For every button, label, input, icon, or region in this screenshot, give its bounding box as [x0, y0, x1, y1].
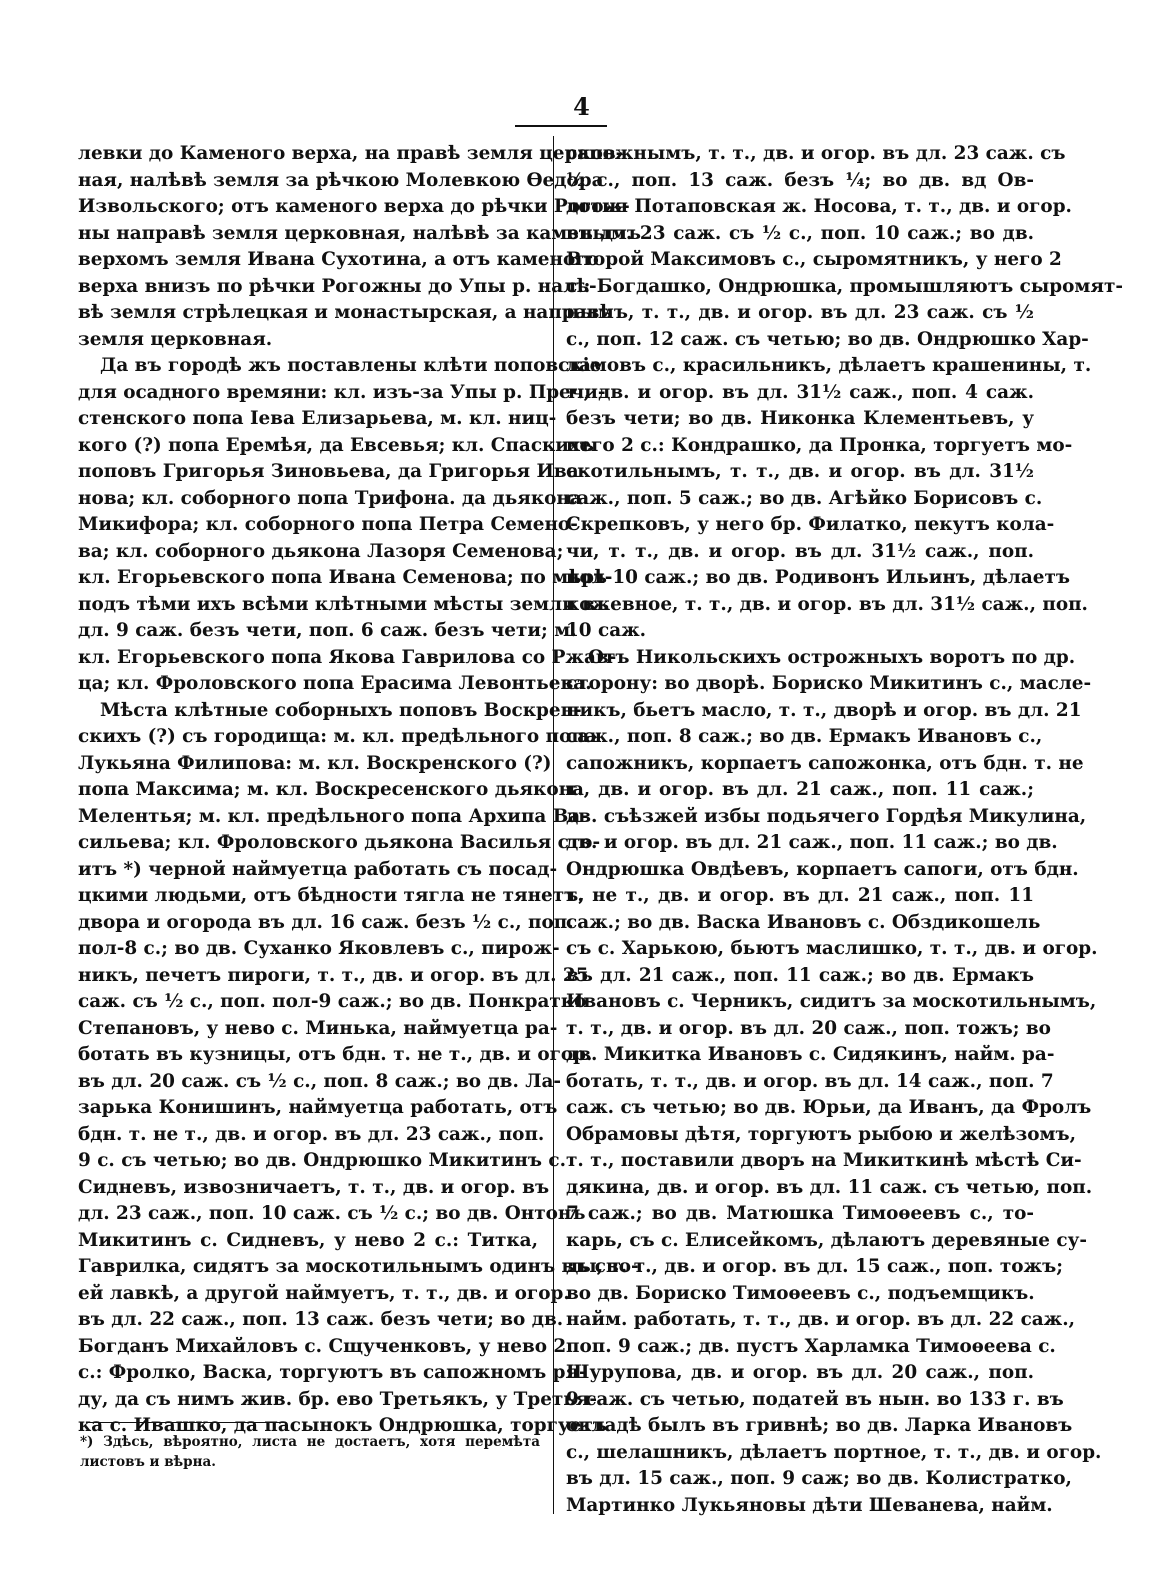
left-column — [78, 141, 641, 1440]
text-line: въ дл. 15 саж., поп. 9 саж; во дв. Колистратко, — [566, 1468, 1072, 1489]
text-line: ½ с., поп. 13 саж. безъ ¼; во дв. вд Ов- — [566, 169, 1034, 191]
text-line: ка с. Ивашко, да пасынокъ Ондрюшка, торгуетъ — [78, 1415, 607, 1436]
text-line: Сидневъ, извозничаетъ, т. т., дв. и огор. въ — [78, 1176, 550, 1198]
text-line: безъ чети; во дв. Никонка Клементьевъ, у — [566, 408, 1034, 429]
text-line: сапожнымъ, т. т., дв. и огор. въ дл. 23 саж. съ — [566, 143, 1066, 164]
text-line: ны направѣ земля церковная, налѣвѣ за каменымъ — [78, 222, 641, 244]
text-line: чи, т. т., дв. и огор. въ дл. 31½ саж., поп. — [566, 540, 1034, 562]
text-line: сторону: во дворѣ. Бориско Микитинъ с., масле- — [566, 673, 1092, 694]
text-line: Ивановъ с. Черникъ, сидитъ за москотильнымъ, — [566, 991, 1097, 1012]
text-line: бдн. т. не т., дв. и огор. въ дл. 23 саж., поп. — [78, 1123, 545, 1145]
text-line: верхомъ земля Ивана Сухотина, а отъ каменого — [78, 249, 599, 270]
text-line: с., шелашникъ, дѣлаетъ портное, т. т., дв. и огор. — [566, 1441, 1102, 1463]
text-line: земля церковная. — [78, 328, 273, 350]
text-line: въ дл. 20 саж. съ ½ с., поп. 8 саж.; во дв. Ла- — [78, 1070, 562, 1092]
text-line: кл. Егорьевского попа Ивана Семенова; по мѣрѣ — [78, 567, 607, 588]
footnote-rule — [86, 1422, 286, 1423]
text-line: дякина, дв. и огор. въ дл. 11 саж. съ четью, поп. — [566, 1176, 1093, 1198]
text-line: Скрепковъ, у него бр. Филатко, пекутъ кола- — [566, 514, 1055, 535]
text-line: для осадного времяни: кл. изъ-за Упы р. Пречи- — [78, 381, 606, 403]
page-number: 4 — [573, 92, 590, 121]
text-line: дотья Потаповская ж. Носова, т. т., дв. и огор. — [566, 196, 1072, 217]
text-line: Богданъ Михайловъ с. Сщученковъ, у нево 2 — [78, 1335, 567, 1357]
text-line: т., дв. и огор. въ дл. 31½ саж., поп. 4 саж. — [566, 381, 1034, 403]
text-line: Лукьяна Филипова: м. кл. Воскренского (?) — [78, 752, 552, 774]
text-line: саж.; во дв. Васка Ивановъ с. Обздикошель — [566, 911, 1041, 933]
text-line: кого (?) попа Еремѣя, да Евсевья; кл. Спаскихъ — [78, 434, 595, 456]
text-line: сапожникъ, корпаетъ сапожонка, отъ бдн. т. не — [566, 752, 1084, 774]
text-line: Да въ городѣ жъ поставлены клѣти поповскiе — [100, 355, 602, 376]
text-line: саж. съ ½ с., поп. пол-9 саж.; во дв. Понкратко — [78, 991, 587, 1012]
text-line: двора и огорода въ дл. 16 саж. безъ ½ с., поп. — [78, 911, 574, 933]
text-line: Мелентья; м. кл. предѣльного попа Архипа Ва- — [78, 805, 588, 827]
text-line: пол-8 с.; во дв. Суханко Яковлевъ с., пирож- — [78, 938, 560, 959]
text-line: ду, да съ нимъ жив. бр. ево Третьякъ, у Третья- — [78, 1388, 597, 1410]
text-line: дв. Микитка Ивановъ с. Сидякинъ, найм. ра- — [566, 1044, 1055, 1065]
text-line: ца; кл. Фроловского попа Ерасима Левонтьева. — [78, 673, 592, 694]
text-line: сильева; кл. Фроловского дьякона Василья сто- — [78, 832, 601, 853]
text-line: попа Максима; м. кл. Воскресенского дьякона — [78, 779, 584, 800]
column-divider — [553, 136, 554, 1514]
text-line: 9 саж. съ четью, податей въ нын. во 133 г. въ — [566, 1388, 1064, 1410]
text-line: Второй Максимовъ с., сыромятникъ, у него 2 — [566, 249, 1062, 270]
text-line: Степановъ, у нево с. Минька, наймуетца ра- — [78, 1017, 558, 1039]
text-line: Извольского; отъ каменого верха до рѣчки Рогож- — [78, 196, 630, 217]
text-line: поп. 9 саж.; дв. пустъ Харламка Тимоѳеева с. — [566, 1335, 1056, 1357]
text-line: нымъ, т. т., дв. и огор. въ дл. 23 саж. съ ½ — [566, 302, 1034, 323]
text-line: Ондрюшка Овдѣевъ, корпаетъ сапоги, отъ бдн. — [566, 858, 1079, 880]
text-line: левки до Каменого верха, на правѣ земля церков- — [78, 143, 624, 164]
text-line: дл. 9 саж. безъ чети, поп. 6 саж. безъ чети; м. — [78, 620, 577, 641]
text-line: найм. работать, т. т., дв. и огор. въ дл. 22 саж., — [566, 1309, 1076, 1330]
text-line: 10 саж. — [566, 620, 647, 641]
text-line: т. т., дв. и огор. въ дл. 20 саж., поп. тожъ; во — [566, 1017, 1051, 1039]
text-line: цкими людьми, отъ бѣдности тягла не тянетъ, — [78, 885, 585, 906]
text-line: дв. съѣзжей избы подьячего Гордѣя Микулина, — [566, 805, 1087, 827]
header-rule — [515, 125, 607, 127]
text-line: саж. съ четью; во дв. Юрьи, да Иванъ, да Фролъ — [566, 1097, 1092, 1118]
text-line: окладѣ былъ въ гривнѣ; во дв. Ларка Ивановъ — [566, 1415, 1073, 1436]
text-line: кожевное, т. т., дв. и огор. въ дл. 31½ саж., поп. — [566, 593, 1088, 615]
text-line: листовъ и вѣрна. — [80, 1454, 216, 1470]
text-line: никъ, бьетъ масло, т. т., дворѣ и огор. въ дл. 21 — [566, 699, 1082, 721]
text-line: Мартинко Лукьяновы дѣти Шеванева, найм. — [566, 1494, 1053, 1516]
text-line: ды, т. т., дв. и огор. въ дл. 15 саж., поп. тожъ; — [566, 1256, 1063, 1277]
text-line: Отъ Никольскихъ острожныхъ воротъ по др. — [588, 646, 1076, 668]
text-line: скихъ (?) съ городища: м. кл. предѣльного попа — [78, 726, 597, 747]
text-line: т. т., поставили дворъ на Микиткинѣ мѣстѣ Си- — [566, 1150, 1082, 1171]
text-line: Обрамовы дѣтя, торгуютъ рыбою и желѣзомъ, — [566, 1123, 1077, 1145]
text-line: *) Здѣсь, вѣроятно, листа не достаетъ, хотя перемѣта — [80, 1434, 540, 1450]
text-line: вѣ земля стрѣлецкая и монастырская, а направѣ — [78, 302, 613, 323]
text-line: с., поп. 12 саж. съ четью; во дв. Ондрюшко Хар- — [566, 328, 1089, 350]
text-line: верха внизъ по рѣчки Рогожны до Упы р. налѣ- — [78, 275, 597, 297]
text-line: пол-10 саж.; во дв. Родивонъ Ильинъ, дѣлаетъ — [566, 567, 1071, 588]
text-line: ботать, т. т., дв. и огор. въ дл. 14 саж., поп. 7 — [566, 1070, 1054, 1092]
text-line: Гаврилка, сидятъ за москотильнымъ одинъ въ сво- — [78, 1256, 639, 1277]
text-line: Мѣста клѣтные соборныхъ поповъ Воскрен- — [100, 699, 582, 721]
text-line: ва; кл. соборного дьякона Лазоря Семенова; — [78, 540, 564, 562]
text-line: дл. 23 саж., поп. 10 саж. съ ½ с.; во дв. Онтонъ — [78, 1203, 586, 1224]
text-line: него 2 с.: Кондрашко, да Пронка, торгуетъ мо- — [566, 434, 1073, 456]
text-line: съ с. Харькою, бьютъ маслишко, т. т., дв. и огор. — [566, 938, 1098, 959]
text-line: 7 саж.; во дв. Матюшка Тимоѳеевъ с., то- — [566, 1203, 1034, 1224]
text-line: скотильнымъ, т. т., дв. и огор. въ дл. 31½ — [566, 461, 1034, 482]
text-line: въ дл. 21 саж., поп. 11 саж.; во дв. Ермакъ — [566, 964, 1034, 986]
text-line: Шурупова, дв. и огор. въ дл. 20 саж., поп. — [566, 1362, 1034, 1383]
text-line: подъ тѣми ихъ всѣми клѣтными мѣсты земли въ — [78, 593, 610, 615]
text-line: ботать въ кузницы, отъ бдн. т. не т., дв. и огор. — [78, 1044, 593, 1065]
text-line: дв. и огор. въ дл. 21 саж., поп. 11 саж.; во дв. — [566, 832, 1058, 853]
text-line: ламовъ с., красильникъ, дѣлаетъ крашенины, т. — [566, 355, 1092, 376]
text-line: въ дл. 22 саж., поп. 13 саж. безъ чети; во дв. — [78, 1309, 564, 1330]
text-line: саж., поп. 8 саж.; во дв. Ермакъ Ивановъ с., — [566, 726, 1043, 747]
text-line: во дв. Бориско Тимоѳеевъ с., подъемщикъ. — [566, 1282, 1035, 1304]
text-line: зарька Конишинъ, наймуетца работать, отъ — [78, 1097, 558, 1118]
text-line: саж., поп. 5 саж.; во дв. Агѣйко Борисовъ с. — [566, 487, 1043, 509]
right-column — [566, 141, 1123, 1519]
text-line: поповъ Григорья Зиновьева, да Григорья Ива- — [78, 461, 587, 482]
text-line: с.: Богдашко, Ондрюшка, промышляютъ сыромят- — [566, 275, 1123, 297]
text-line: кл. Егорьевского попа Якова Гаврилова со Ржав- — [78, 646, 617, 668]
text-line: с.: Фролко, Васка, торгуютъ въ сапожномъ ря- — [78, 1362, 587, 1383]
text-line: никъ, печетъ пироги, т. т., дв. и огор. въ дл. 25 — [78, 964, 589, 986]
text-line: въ дл. 23 саж. съ ½ с., поп. 10 саж.; во дв. — [566, 222, 1034, 244]
text-line: стенского попа Iева Елизарьева, м. кл. ниц- — [78, 408, 557, 429]
footnote — [80, 1432, 540, 1472]
text-line: Микитинъ с. Сидневъ, у нево 2 с.: Титка, — [78, 1229, 538, 1251]
text-line: итъ *) черной наймуетца работать съ посад- — [78, 858, 558, 880]
text-line: Микифора; кл. соборного попа Петра Семено- — [78, 514, 578, 535]
text-line: ей лавкѣ, а другой наймуетъ, т. т., дв. и огор. — [78, 1282, 570, 1304]
text-line: карь, съ с. Елисейкомъ, дѣлаютъ деревяные су- — [566, 1229, 1087, 1251]
text-line: т., дв. и огор. въ дл. 21 саж., поп. 11 саж.; — [566, 779, 1034, 800]
text-line: нова; кл. соборного попа Трифона. да дьякона — [78, 487, 582, 509]
text-line: т. не т., дв. и огор. въ дл. 21 саж., поп. 11 — [566, 885, 1034, 906]
text-line: 9 с. съ четью; во дв. Ондрюшко Микитинъ с. — [78, 1150, 566, 1171]
text-line: ная, налѣвѣ земля за рѣчкою Молевкою Ѳедора — [78, 169, 604, 191]
